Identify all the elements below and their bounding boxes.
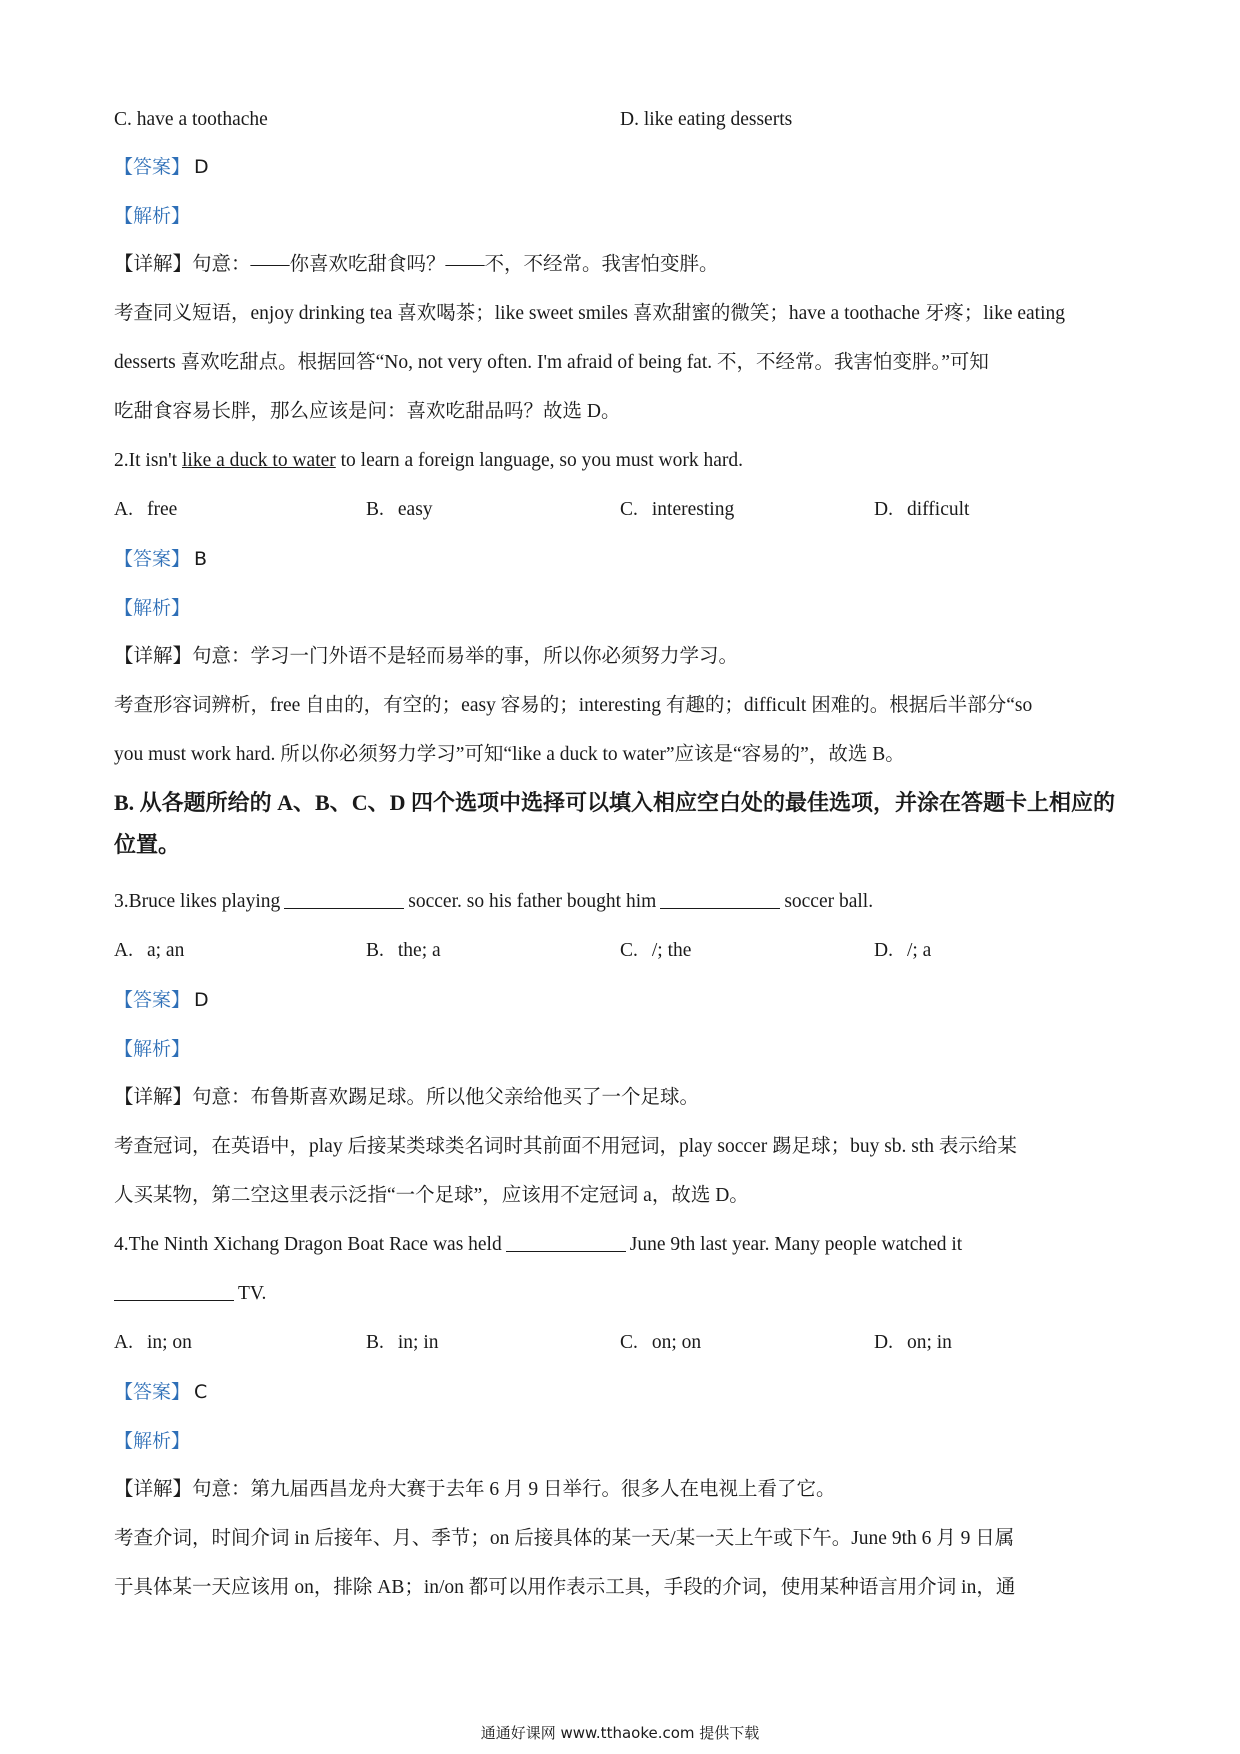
q4-option-c: C. on; on [620, 1332, 702, 1353]
q4-detail: 【详解】句意：第九届西昌龙舟大赛于去年 6 月 9 日举行。很多人在电视上看了它。 [114, 1479, 836, 1500]
q3-option-b: B. the; a [366, 940, 441, 961]
q1-analysis-label: 【解析】 [114, 205, 191, 227]
q2-analysis-label: 【解析】 [114, 597, 191, 619]
q2-explain-1: 考查形容词辨析，free 自由的，有空的；easy 容易的；interesting 有趣的；difficult 困难的。根据后半部分“so [114, 695, 1033, 716]
q3-blank-1 [284, 888, 404, 909]
q4-analysis-label: 【解析】 [114, 1430, 191, 1452]
q2-explain-2: you must work hard. 所以你必须努力学习”可知“like a duck to water”应该是“容易的”，故选 B。 [114, 744, 905, 765]
q2-stem: 2.It isn't like a duck to water to learn a foreign language, so you must work hard. [114, 450, 743, 471]
q1-option-c: C. have a toothache [114, 109, 268, 130]
q2-option-b: B. easy [366, 499, 433, 520]
q4-option-a: A. in; on [114, 1332, 192, 1353]
q3-analysis-label: 【解析】 [114, 1038, 191, 1060]
q4-option-d: D. on; in [874, 1332, 952, 1353]
q2-detail: 【详解】句意：学习一门外语不是轻而易举的事，所以你必须努力学习。 [114, 646, 739, 667]
q1-explain-3: 吃甜食容易长胖，那么应该是问：喜欢吃甜品吗？故选 D。 [114, 401, 621, 422]
q2-answer: 【答案】 B [114, 548, 208, 570]
q4-stem-line-2: TV. [114, 1280, 266, 1308]
q4-option-b: B. in; in [366, 1332, 439, 1353]
q4-answer: 【答案】 C [114, 1381, 208, 1403]
q3-option-a: A. a; an [114, 940, 185, 961]
q4-blank-2 [114, 1280, 234, 1301]
q2-option-c: C. interesting [620, 499, 735, 520]
q3-option-c: C. /; the [620, 940, 692, 961]
q4-stem-line-1: 4.The Ninth Xichang Dragon Boat Race was held June 9th last year. Many people watched it [114, 1231, 962, 1259]
q3-detail: 【详解】句意：布鲁斯喜欢踢足球。所以他父亲给他买了一个足球。 [114, 1087, 700, 1108]
q3-option-d: D. /; a [874, 940, 932, 961]
q1-explain-2: desserts 喜欢吃甜点。根据回答“No, not very often. I'm afraid of being fat. 不，不经常。我害怕变胖。”可知 [114, 352, 989, 373]
q3-explain-2: 人买某物，第二空这里表示泛指“一个足球”，应该用不定冠词 a，故选 D。 [114, 1185, 749, 1206]
q1-explain-1: 考查同义短语，enjoy drinking tea 喜欢喝茶；like sweet smiles 喜欢甜蜜的微笑；have a toothache 牙疼；like eating [114, 303, 1066, 324]
q1-answer: 【答案】 D [114, 156, 209, 178]
q4-explain-1: 考查介词，时间介词 in 后接年、月、季节；on 后接具体的某一天/某一天上午或下午。June 9th 6 月 9 日属 [114, 1528, 1015, 1549]
q4-explain-2: 于具体某一天应该用 on，排除 AB；in/on 都可以用作表示工具，手段的介词，使用某种语言用介词 in，通 [114, 1577, 1016, 1598]
section-b-heading: B. 从各题所给的 A、B、C、D 四个选项中选择可以填入相应空白处的最佳选项，并涂在答题卡上相应的位置。 [114, 790, 1116, 857]
q4-blank-1 [506, 1231, 626, 1252]
q2-option-a: A. free [114, 499, 178, 520]
q1-option-d: D. like eating desserts [620, 109, 793, 130]
q3-stem: 3.Bruce likes playing soccer. so his father bought him soccer ball. [114, 888, 873, 916]
page-footer: 通通好课网 www.tthaoke.com 提供下载 [480, 1724, 760, 1742]
q3-explain-1: 考查冠词，在英语中，play 后接某类球类名词时其前面不用冠词，play soccer 踢足球；buy sb. sth 表示给某 [114, 1136, 1017, 1157]
q3-answer: 【答案】 D [114, 989, 209, 1011]
q3-blank-2 [660, 888, 780, 909]
q2-option-d: D. difficult [874, 499, 970, 520]
q1-detail: 【详解】句意：——你喜欢吃甜食吗？——不，不经常。我害怕变胖。 [114, 254, 719, 275]
